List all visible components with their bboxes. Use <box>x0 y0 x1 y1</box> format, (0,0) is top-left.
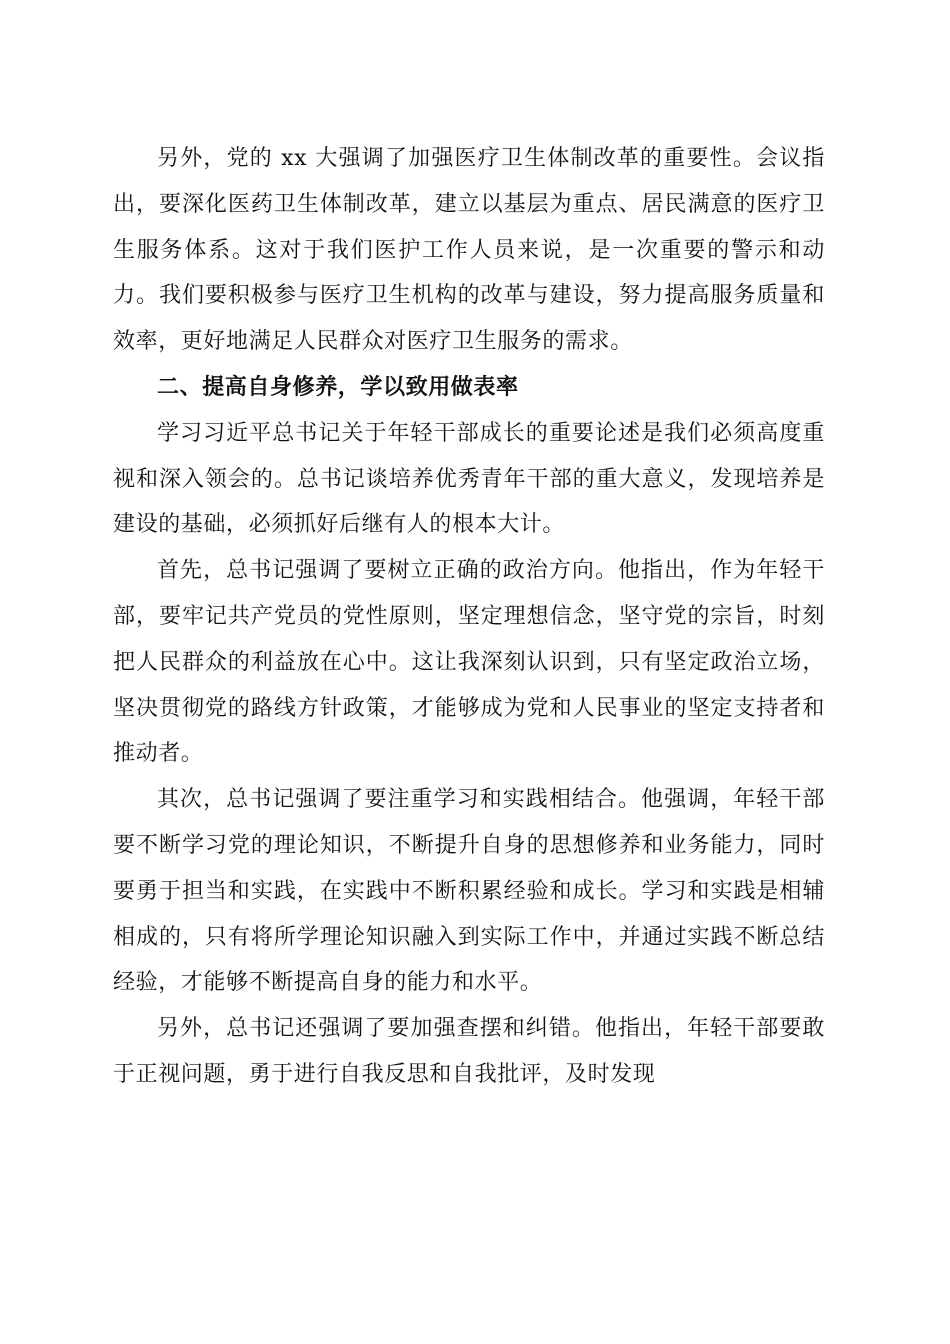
paragraph-political-direction: 首先，总书记强调了要树立正确的政治方向。他指出，作为年轻干部，要牢记共产党员的党性原则，坚定理想信念，坚守党的宗旨，时刻把人民群众的利益放在心中。这让我深刻认识到，只有坚定政治立场，坚决贯彻党的路线方针政策，才能够成为党和人民事业的坚定支持者和推动者。 <box>113 558 825 767</box>
section-heading: 二、提高自身修养，学以致用做表率 <box>157 374 519 400</box>
paragraph-healthcare-reform: 另外，党的 xx 大强调了加强医疗卫生体制改革的重要性。会议指出，要深化医药卫生体制改革，建立以基层为重点、居民满意的医疗卫生服务体系。这对于我们医护工作人员来说，是一次重要的警示和动力。我们要积极参与医疗卫生机构的改革与建设，努力提高服务质量和效率，更好地满足人民群众对医疗卫生服务的需求。 <box>113 146 825 355</box>
paragraph-study-practice: 其次，总书记强调了要注重学习和实践相结合。他强调，年轻干部要不断学习党的理论知识，不断提升自身的思想修养和业务能力，同时要勇于担当和实践，在实践中不断积累经验和成长。学习和实践是相辅相成的，只有将所学理论知识融入到实际工作中，并通过实践不断总结经验，才能够不断提高自身的能力和水平。 <box>113 787 825 996</box>
paragraph-young-cadres: 学习习近平总书记关于年轻干部成长的重要论述是我们必须高度重视和深入领会的。总书记谈培养优秀青年干部的重大意义，发现培养是建设的基础，必须抓好后继有人的根本大计。 <box>113 420 825 538</box>
document-body <box>113 136 825 1098</box>
paragraph-self-correction: 另外，总书记还强调了要加强查摆和纠错。他指出，年轻干部要敢于正视问题，勇于进行自我反思和自我批评，及时发现 <box>113 1016 825 1087</box>
